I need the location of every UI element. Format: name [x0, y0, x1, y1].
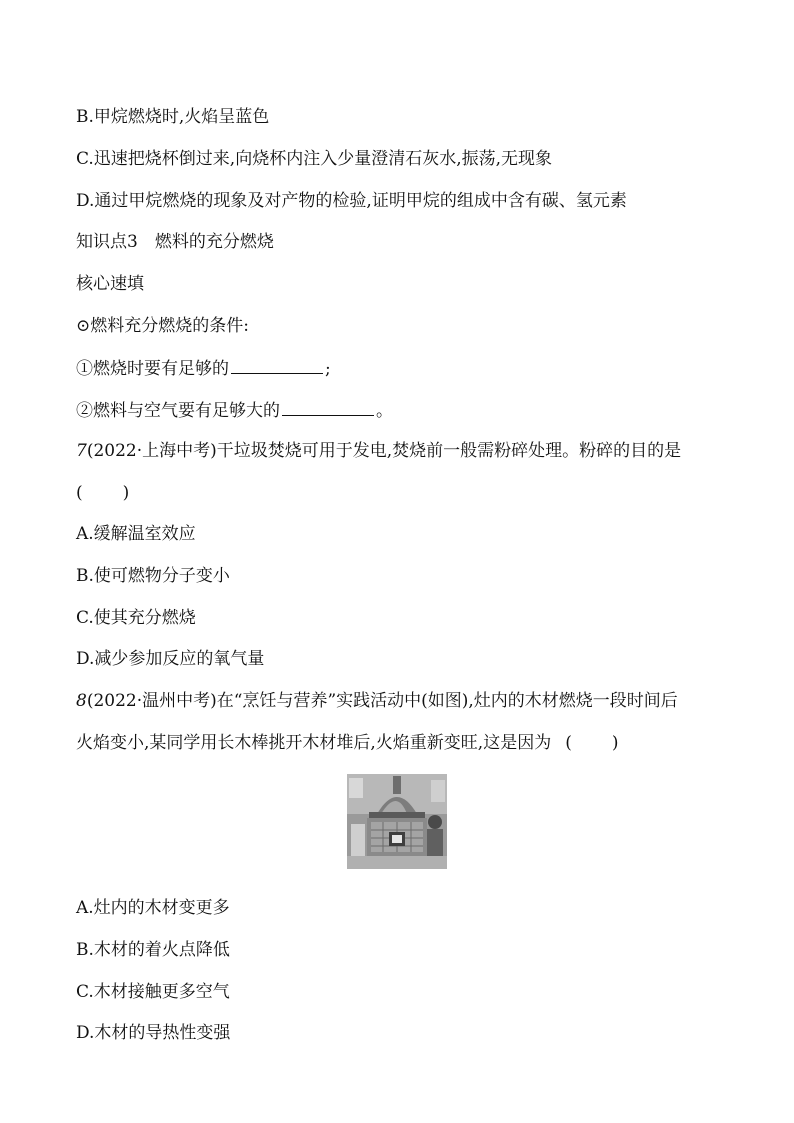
fill-item-2-suffix: 。: [376, 401, 393, 421]
q7-option-c: C.使其充分燃烧: [76, 608, 196, 628]
q8-option-d: D.木材的导热性变强: [76, 1023, 231, 1043]
fill-item-2: [76, 399, 393, 422]
q7-option-b: B.使可燃物分子变小: [76, 566, 230, 586]
answer-blank-1[interactable]: [231, 357, 323, 374]
section-subtitle: 核心速填: [76, 274, 144, 294]
q8-stem: [76, 690, 678, 712]
fill-item-1-prefix: ①燃烧时要有足够的: [76, 359, 229, 379]
q8-stem-line2: [76, 732, 619, 754]
q6-option-d: D.通过甲烷燃烧的现象及对产物的检验,证明甲烷的组成中含有碳、氢元素: [76, 191, 627, 211]
q8-stem-text-2: 火焰变小,某同学用长木棒挑开木材堆后,火焰重新变旺,这是因为: [76, 733, 552, 753]
q8-option-a: A.灶内的木材变更多: [76, 898, 230, 918]
q7-number: 7: [76, 441, 87, 461]
fill-intro: ⊙燃料充分燃烧的条件:: [76, 316, 249, 336]
q8-paren-close: ): [611, 733, 619, 753]
fill-item-1: [76, 357, 331, 380]
q8-stem-text: (2022·温州中考)在“烹饪与营养”实践活动中(如图),灶内的木材燃烧一段时间后: [86, 691, 678, 711]
q7-option-a: A.缓解温室效应: [76, 524, 196, 544]
q8-paren-open: (: [565, 733, 572, 753]
q7-option-d: D.减少参加反应的氧气量: [76, 649, 265, 669]
q8-option-c: C.木材接触更多空气: [76, 982, 230, 1002]
q7-stem-text: (2022·上海中考)干垃圾焚烧可用于发电,焚烧前一般需粉碎处理。粉碎的目的是: [86, 441, 682, 461]
answer-blank-2[interactable]: [282, 399, 374, 416]
q7-paren-close: ): [122, 483, 130, 503]
q8-number: 8: [76, 691, 87, 711]
q7-answer-parens: [76, 482, 129, 504]
q6-option-b: B.甲烷燃烧时,火焰呈蓝色: [76, 107, 270, 127]
section-title: 知识点3 燃料的充分燃烧: [76, 232, 274, 252]
q8-option-b: B.木材的着火点降低: [76, 940, 230, 960]
fill-item-2-prefix: ②燃料与空气要有足够大的: [76, 401, 280, 421]
q7-stem: [76, 440, 681, 462]
q6-option-c: C.迅速把烧杯倒过来,向烧杯内注入少量澄清石灰水,振荡,无现象: [76, 149, 553, 169]
stove-photo: [347, 774, 447, 869]
fill-item-1-suffix: ;: [325, 359, 331, 379]
q7-paren-open: (: [76, 483, 83, 503]
